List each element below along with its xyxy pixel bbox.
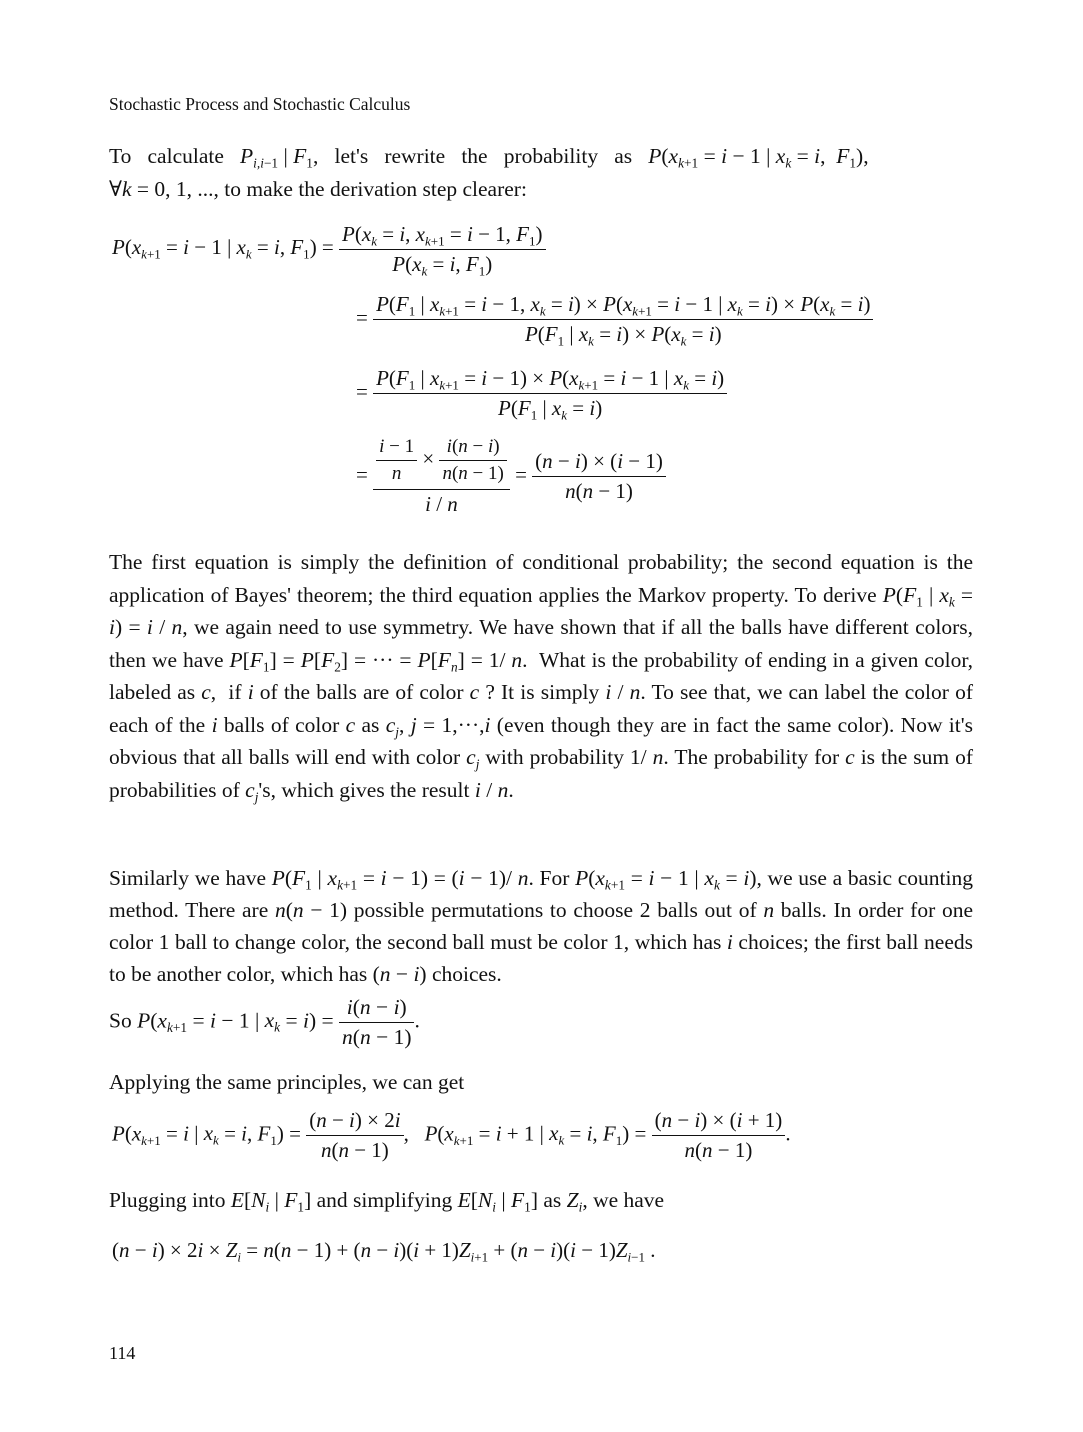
transition-probability-line: So $P(x_{k+1} = i - 1$ | $x_k = i$) = $\frac{i(n - i)}{n(n - 1)}$ . (109, 995, 420, 1049)
equation-bayes: = $P(F_1$ | $x_{k+1} = i - 1$, $x_k = i) \times P(x_{k+1} = i - 1$ | $x_k = i) \times P(x_k = i)$ $P(F_1$ | $x_k = i) \times P(x_k = i)$ (356, 292, 873, 347)
equation-result: = $\frac{i - 1}{n}$ × $\frac{i(n - i)}{n(n - 1)}$ i / n = $\frac{(n - i) \times (i - 1)}{n(n - 1)}$ (356, 436, 666, 517)
equation-definition: $P(x_{k+1} = i - 1$ | $x_k = i$, $F_1$) = $\frac{P(x_k = i, x_{k+1} = i - 1, F_1)}{P(x_k = i, F_1)}$ (112, 222, 546, 277)
plugging-paragraph: Plugging into $E[N_i$ | $F_1$] and simplifying $E[N_i$ | $F_1$] as $Z_i$, we have (109, 1188, 665, 1215)
equation-transitions: $P(x_{k+1} = i$ | $x_k = i$, $F_1$) = $\frac{(n - i) \times 2i}{n(n - 1)}$ , $P(x_{k+1} = i + 1$ | $x_k = i$, $F_1$) = $\frac{(n - i) \times (i + 1)}{n(n - 1)}$ . (112, 1108, 791, 1162)
counting-paragraph: Similarly we have $P(F_1$ | $x_{k+1} = i - 1) = (i - 1)/$ n. For $P(x_{k+1} = i - 1$ | $x_k = i$), we use a basic counting method. There are n(n − 1) possible permutations to choose 2 balls out of n balls. In order for one color 1 ball to change color, the second ball must be color 1, which has i choices; the first ball needs to be another color, which has (n − i) choices. (109, 866, 973, 986)
equation-markov: = $\frac{P(F_1 | x_{k+1} = i - 1) \times P(x_{k+1} = i - 1 | x_k = i)}{P(F_1 | x_k = i)}$ (356, 366, 727, 421)
applying-paragraph: Applying the same principles, we can get (109, 1070, 465, 1094)
intro-paragraph: To calculate $P_{i,i-1}$ | $F_1$, let's rewrite the probability as $P(x_{k+1} = i - 1$ | $x_k = i$, $F_1$), ∀k = 0, 1, ..., to make the derivation step clearer: (109, 144, 869, 201)
running-header: Stochastic Process and Stochastic Calculus (109, 94, 411, 114)
page-number: 114 (109, 1343, 136, 1363)
equation-recurrence: $(n - i) \times 2i \times Z_i = n(n - 1) + (n - i)(i + 1)Z_{i+1} + (n - i)(i - 1)Z_{i-1}$ . (112, 1238, 656, 1265)
explanation-paragraph: The first equation is simply the definition of conditional probability; the second equation is the application of Bayes' theorem; the third equation applies the Markov property. To derive $P(F_1$ | $x_k = i) = i / n$, we again need to use symmetry. We have shown that if all the balls have different colors, then we have $P[F_1] = P[F_2]$ = ··· = $P[F_n] = 1/$ n. What is the probability of ending in a given color, labeled as c, if i of the balls are of color c ? It is simply i / n. To see that, we can label the color of each of the i balls of color c as $c_j$, j = 1,···,i (even though they are in fact the same color). Now it's obvious that all balls will end with color $c_j$ with probability 1/ n. The probability for c is the sum of probabilities of $c_j's$, which gives the result i / n. (109, 550, 974, 805)
equation-lhs: $P(x_{k+1} = i - 1$ | $x_k = i$, $F_1$) = (112, 235, 334, 262)
